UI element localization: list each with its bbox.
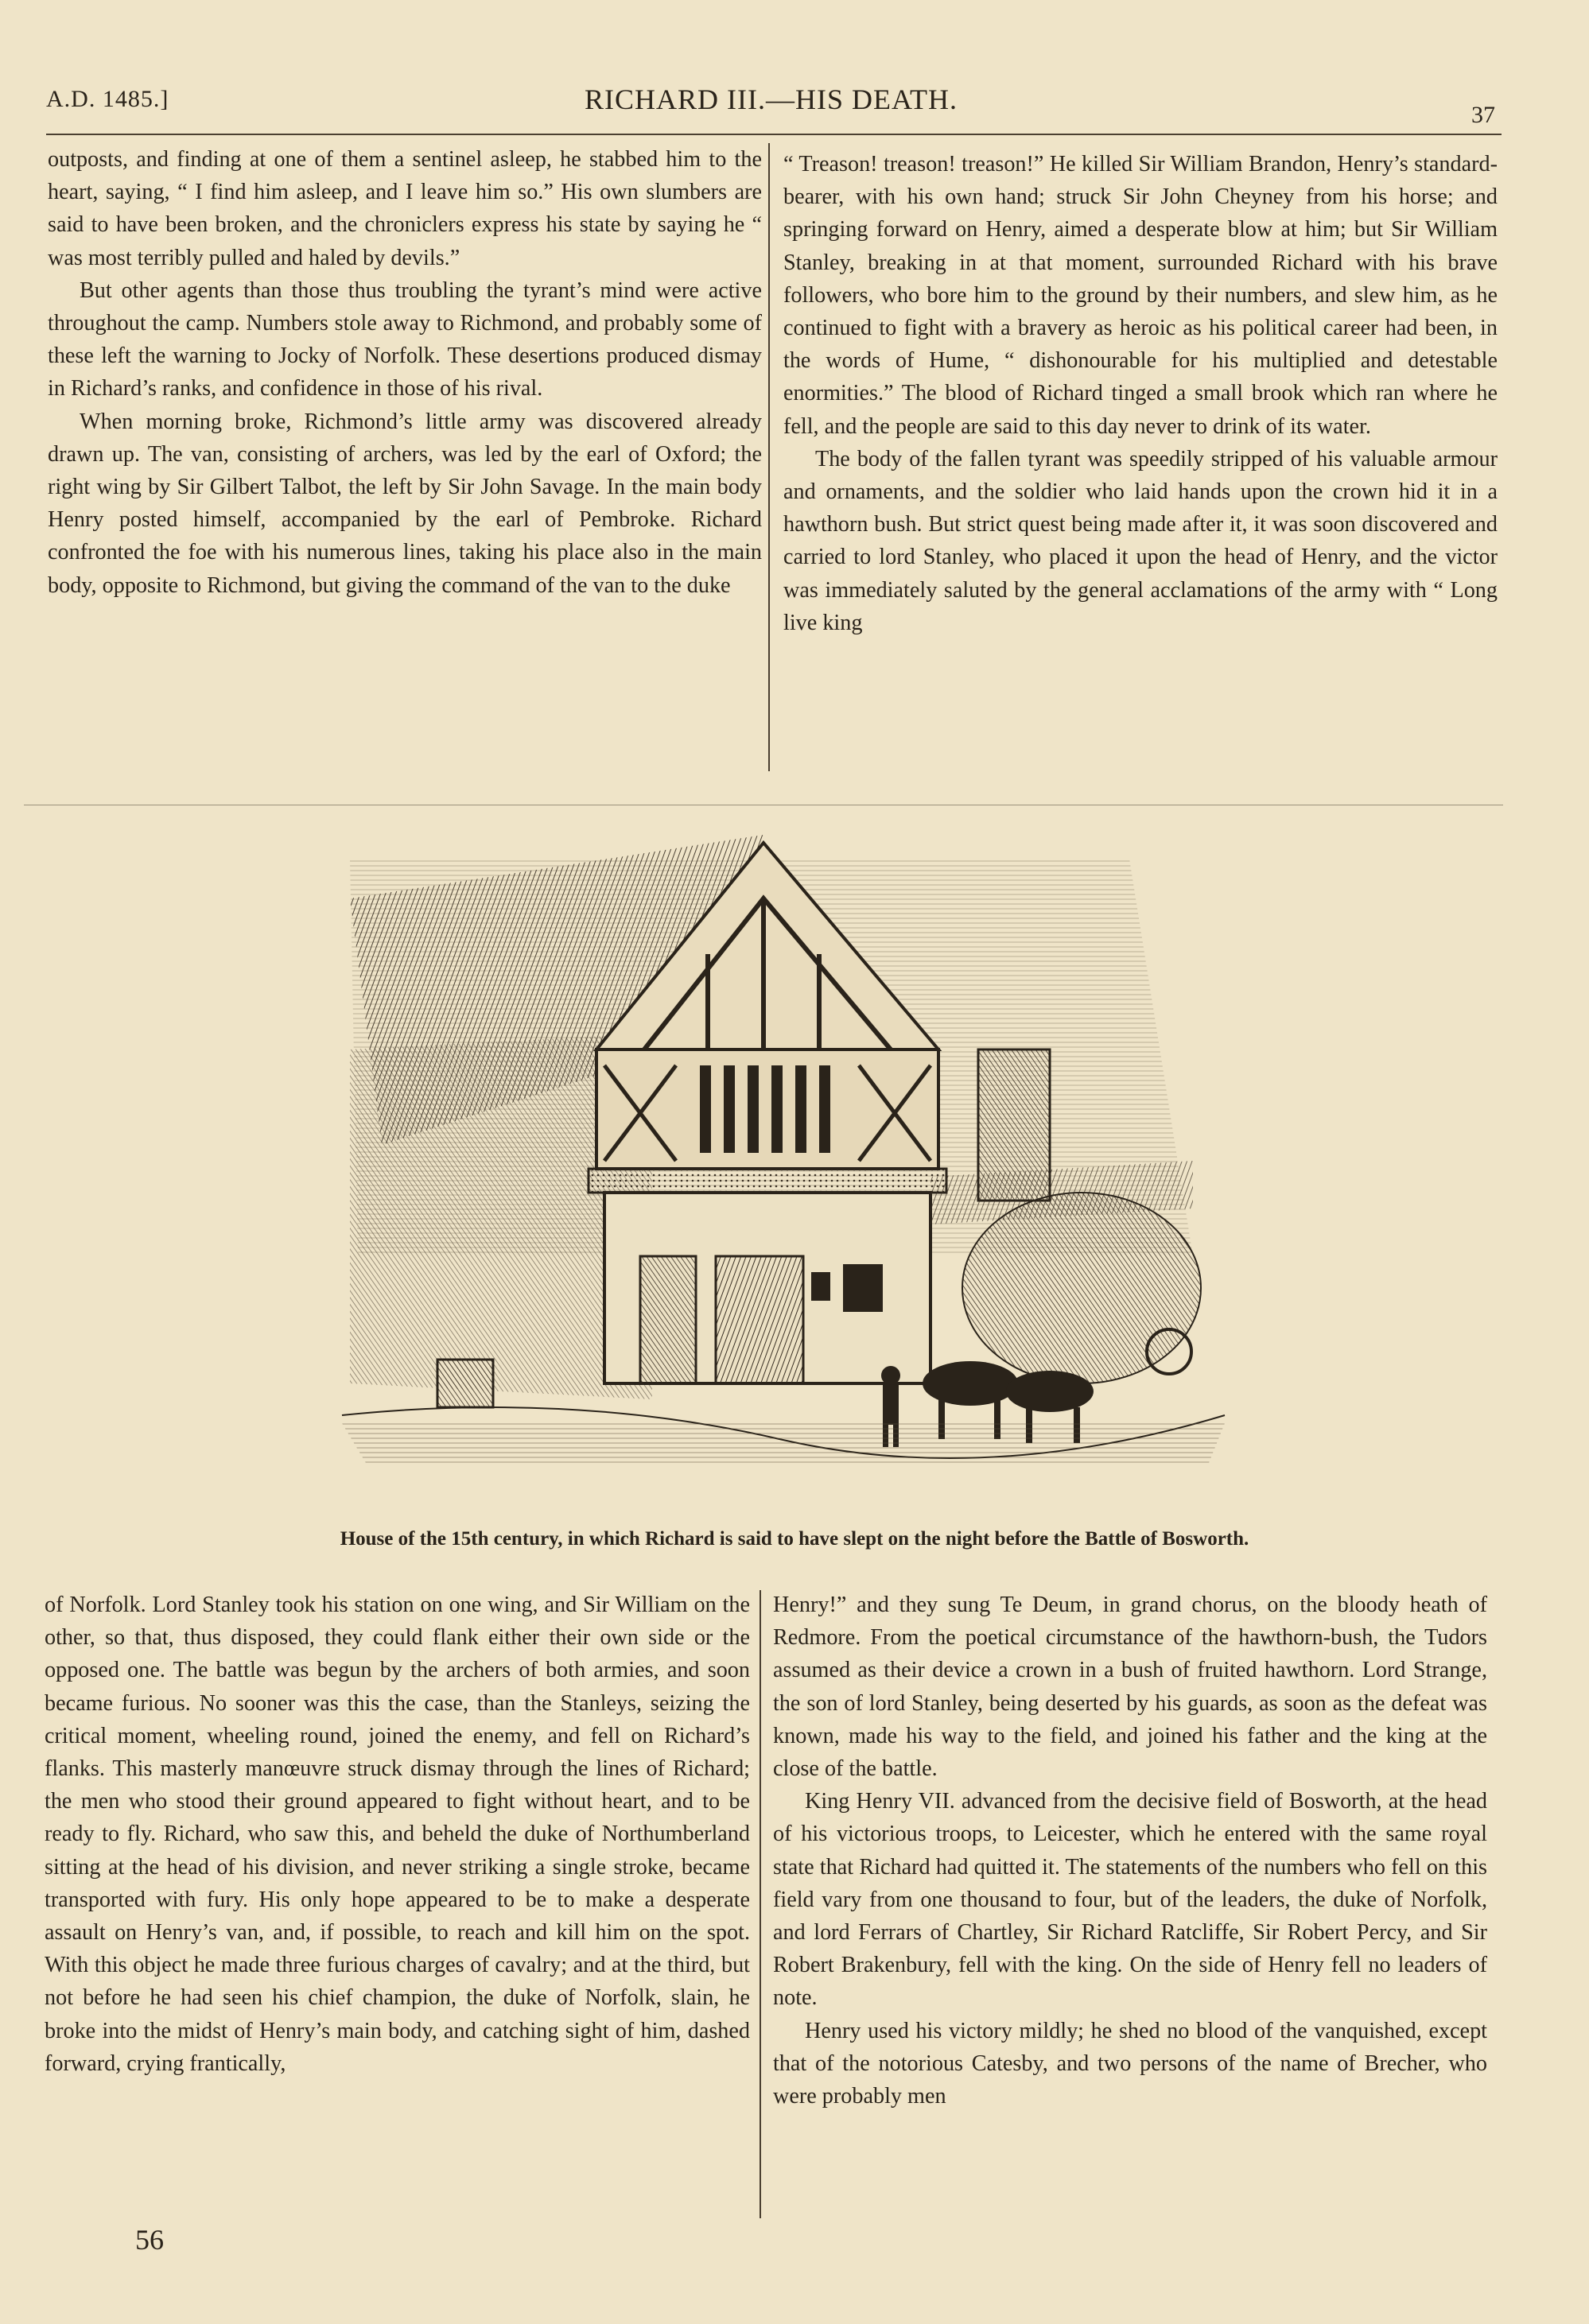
paragraph: Henry used his victory mildly; he shed no blood of the vanquished, except that of the notorious Catesby, and two persons of the name of Brecher, who were probably men <box>773 2018 1487 2109</box>
jetty-beam <box>589 1169 946 1193</box>
column-divider-bottom <box>760 1590 761 2218</box>
window-small <box>811 1272 830 1301</box>
ground-hatching <box>342 1423 1225 1463</box>
upper-floor <box>596 1049 938 1169</box>
paragraph: “ Treason! treason! treason!” He killed Sir William Brandon, Henry’s standard-bearer, with his own hand; struck Sir John Cheyney from his horse; and springing forward on Henry, aimed a desperate blow at him; but Sir William Stanley, breaking in at that moment, surrounded Richard with his brave followers, who bore him to the ground by their numbers, and slew him, as he continued to fight with a bravery as heroic as his political career had been, in the words of Hume, “ dishonourable for his multiplied and detestable enormities.” The blood of Richard tinged a small brook which ran where he fell, and the people are said to this day never to drink of its water. <box>783 152 1498 439</box>
paragraph: King Henry VII. advanced from the decisive field of Bosworth, at the head of his victorious troops, to Leicester, which he entered with the same royal state that Richard had quitted it. The statements of the numbers who fell on this field vary from one thousand to four, but of the leaders, the duke of Norfolk, and lord Ferrars of Chartley, Sir Richard Ratcliffe, Sir Robert Percy, and Sir Robert Brakenbury, fell with the king. On the side of Henry fell no leaders of note. <box>773 1789 1487 2011</box>
house-engraving <box>334 811 1233 1495</box>
header-rule <box>46 134 1502 135</box>
running-head-title: RICHARD III.—HIS DEATH. <box>585 83 958 115</box>
page-number: 37 <box>1471 102 1495 128</box>
bottom-left-column <box>45 1589 750 2080</box>
running-head-date: A.D. 1485.] <box>46 86 169 112</box>
door-left <box>640 1256 696 1383</box>
bottom-right-column <box>773 1589 1487 2113</box>
illustration-caption: House of the 15th century, in which Richard is said to have slept on the night before the Battle of Bosworth. <box>340 1528 1249 1550</box>
paragraph: outposts, and finding at one of them a sentinel asleep, he stabbed him to the heart, saying, “ I find him asleep, and I leave him so.” His own slumbers are said to have been broken, and the chroniclers express his state by saying he “ was most terribly pulled and haled by devils.” <box>48 147 762 270</box>
top-right-column <box>783 148 1498 639</box>
crate <box>437 1360 493 1407</box>
column-divider-top <box>768 143 770 771</box>
top-left-column <box>48 143 762 602</box>
paragraph: Henry!” and they sung Te Deum, in grand chorus, on the bloody heath of Redmore. From the poetical circumstance of the hawthorn-bush, the Tudors assumed as their device a crown in a bush of fruited hawthorn. Lord Strange, the son of lord Stanley, being deserted by his guards, as soon as the defeat was known, made his way to the field, and joined his father and the king at the close of the battle. <box>773 1593 1487 1782</box>
paragraph: The body of the fallen tyrant was speedily stripped of his valuable armour and ornaments, and the soldier who laid hands upon the crown hid it in a hawthorn bush. But strict quest being made after it, it was soon discovered and carried to lord Stanley, who placed it upon the head of Henry, and the victor was immediately saluted by the general acclamations of the army with “ Long live king <box>783 446 1498 635</box>
paragraph: of Norfolk. Lord Stanley took his station on one wing, and Sir William on the other, so that, thus disposed, they could flank either their own side or the opposed one. The battle was begun by the archers of both armies, and soon became furious. No sooner was this the case, than the Stanleys, seizing the critical moment, wheeling round, joined the enemy, and fell on Richard’s flanks. This masterly manœuvre struck dismay through the lines of Richard; the men who stood their ground appeared to fight without heart, and to be ready to fly. Richard, who saw this, and beheld the duke of Northumberland sitting at the head of his division, and never striking a single stroke, became transported with fury. His only hope appeared to be to make a desperate assault on Henry’s van, and, if possible, to reach and kill him on the spot. With this object he made three furious charges of cavalry; and at the third, but not before he had seen his chief champion, the duke of Norfolk, slain, he broke into the midst of Henry’s main body, and catching sight of him, dashed forward, crying frantically, <box>45 1593 750 2076</box>
folio-number: 56 <box>135 2224 164 2256</box>
paragraph: When morning broke, Richmond’s little army was discovered already drawn up. The van, consisting of archers, was led by the earl of Oxford; the right wing by Sir Gilbert Talbot, the left by Sir John Savage. In the main body Henry posted himself, accompanied by the earl of Pembroke. Richard confronted the foe with his numerous lines, taking his place also in the main body, opposite to Richmond, but giving the command of the van to the duke <box>48 409 762 598</box>
paragraph: But other agents than those thus troubling the tyrant’s mind were active throughout the camp. Numbers stole away to Richmond, and probably some of these left the warning to Jocky of Norfolk. These desertions produced dismay in Richard’s ranks, and confidence in those of his rival. <box>48 277 762 402</box>
haystack <box>962 1193 1201 1383</box>
door-center <box>716 1256 803 1383</box>
window-right <box>843 1264 883 1312</box>
